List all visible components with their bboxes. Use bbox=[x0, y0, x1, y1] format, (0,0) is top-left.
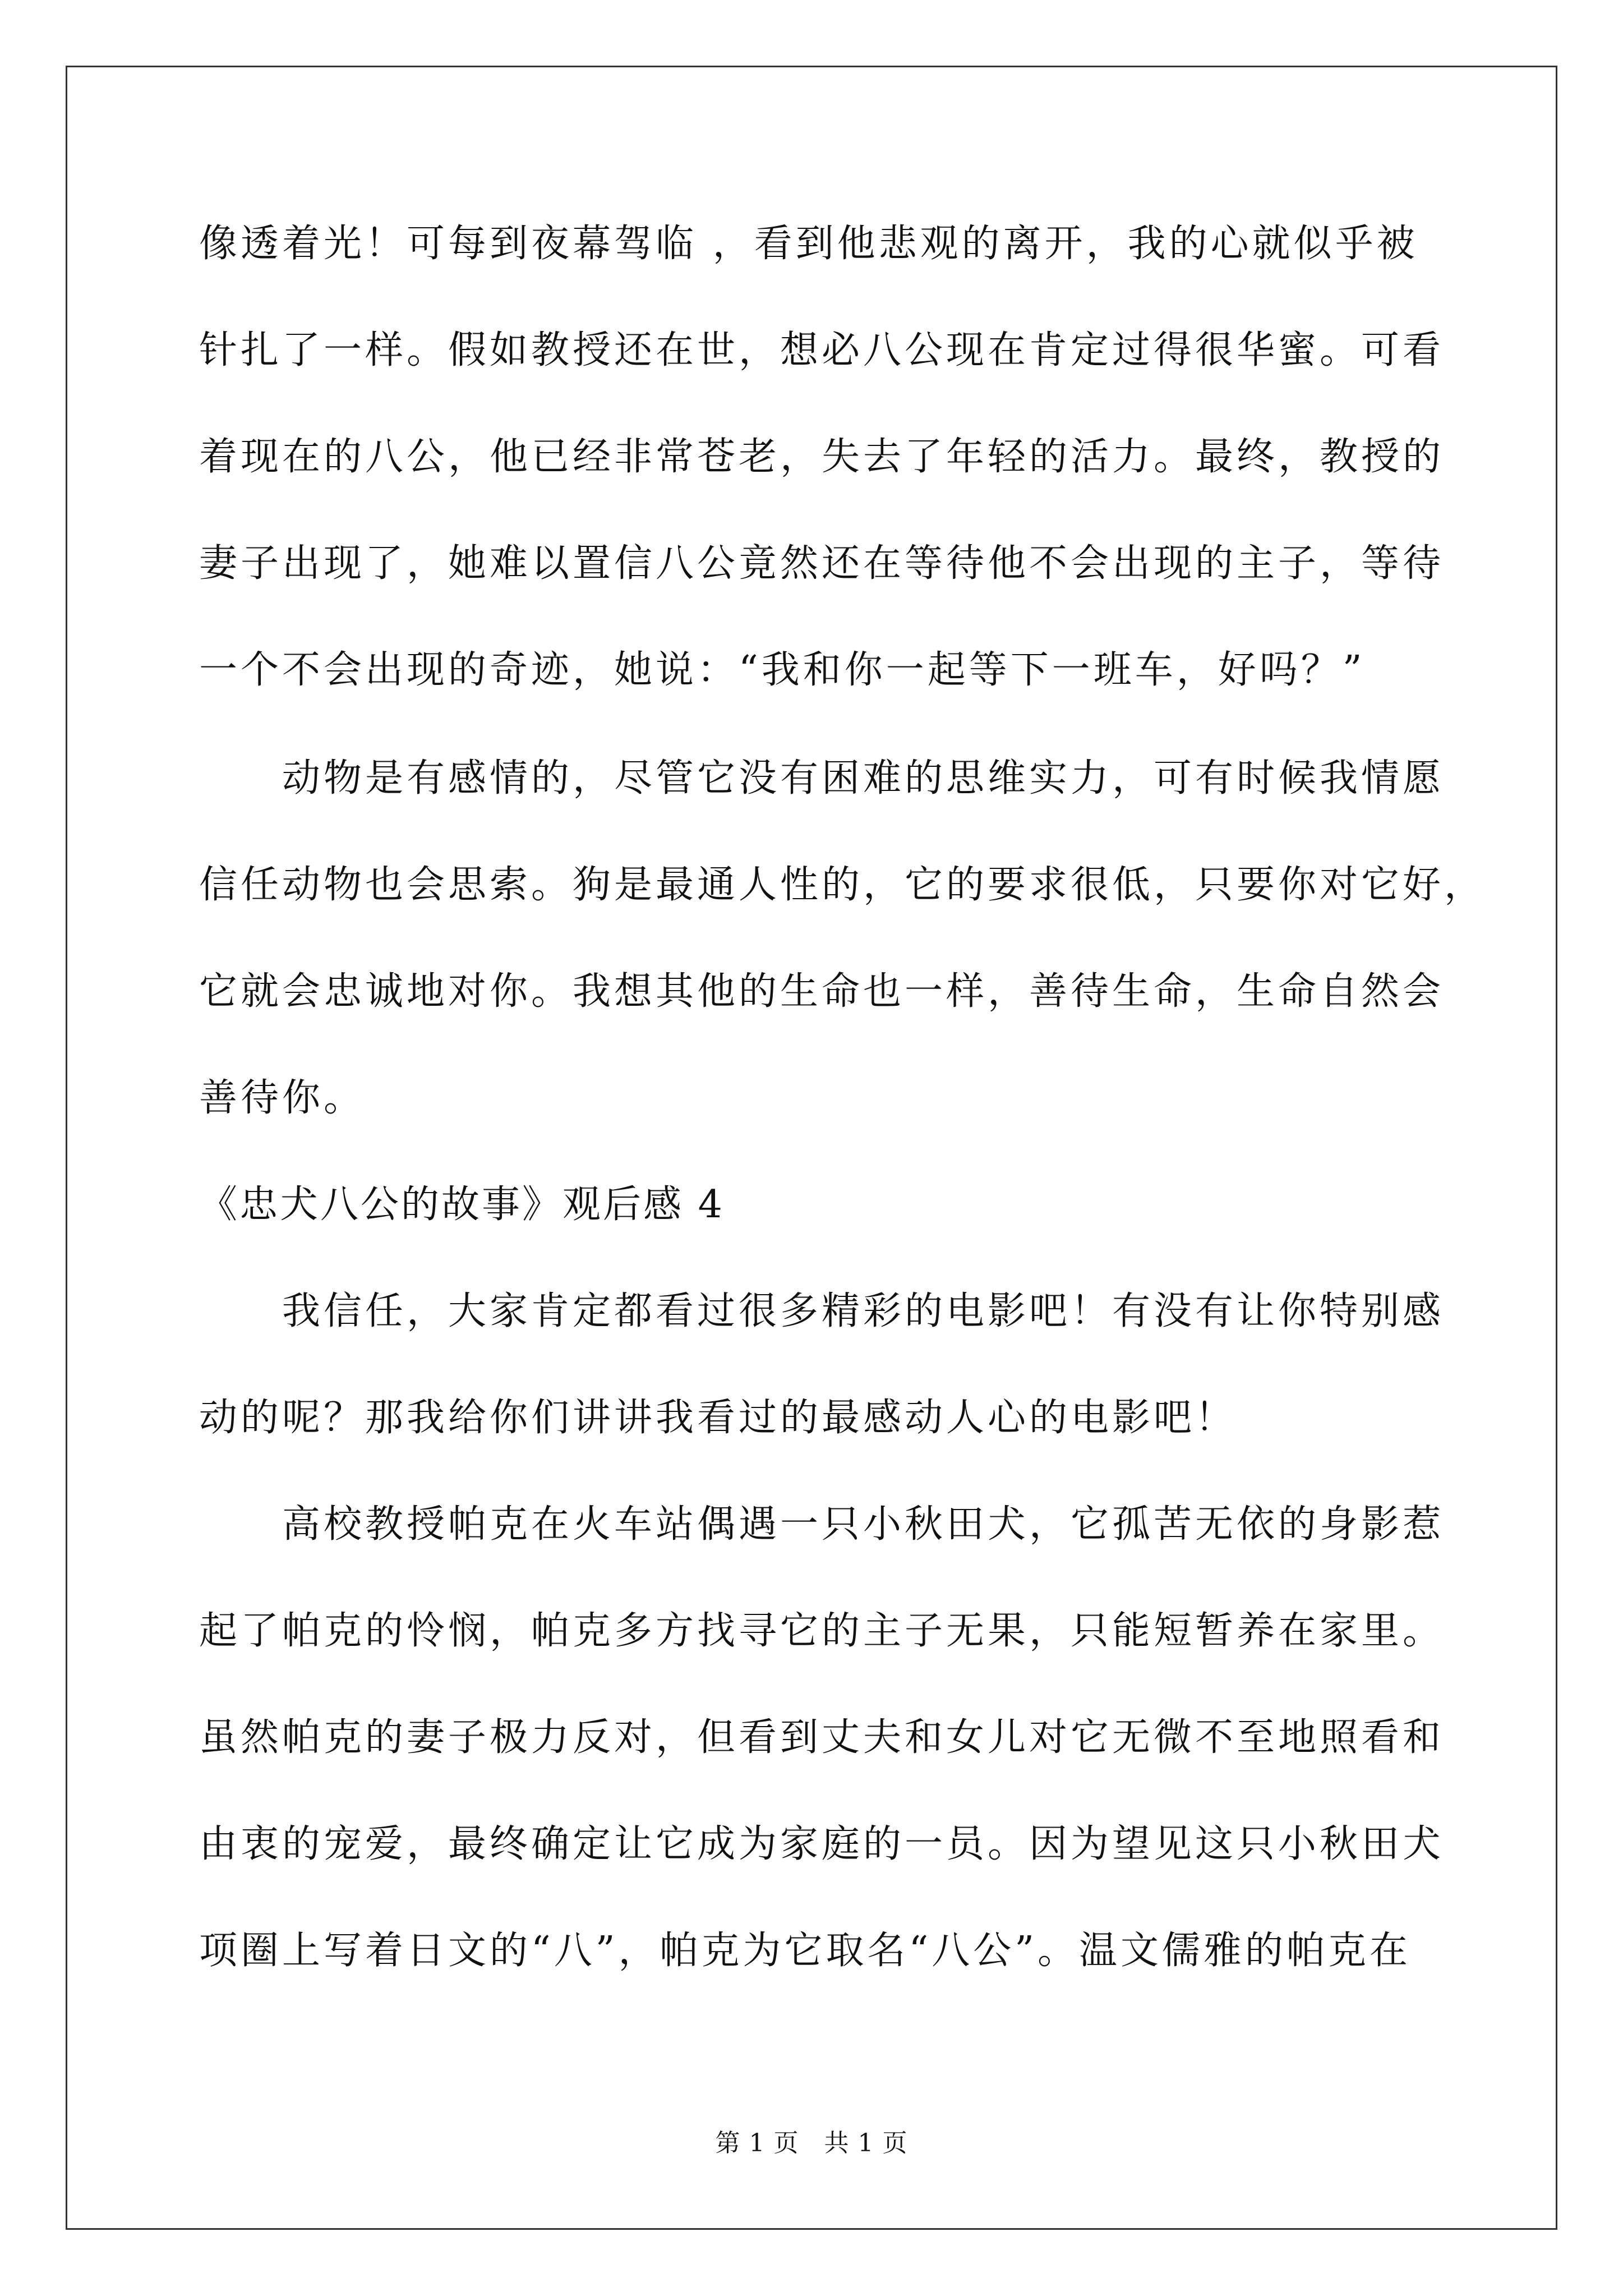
text-line: 我信任，大家肯定都看过很多精彩的电影吧！有没有让你特别感 bbox=[199, 1289, 1445, 1333]
text-line: 动物是有感情的，尽管它没有困难的思维实力，可有时候我情愿 bbox=[199, 756, 1445, 800]
text-line: 起了帕克的怜悯，帕克多方找寻它的主子无果，只能短暂养在家里。 bbox=[199, 1609, 1445, 1653]
text-line: 动的呢？那我给你们讲讲我看过的最感动人心的电影吧！ bbox=[199, 1396, 1237, 1440]
text-line: 像透着光！可每到夜幕驾临 ，看到他悲观的离开，我的心就似乎被 bbox=[199, 222, 1418, 266]
text-line: 一个不会出现的奇迹，她说：“我和你一起等下一班车，好吗？” bbox=[199, 648, 1366, 692]
text-line: 虽然帕克的妻子极力反对，但看到丈夫和女儿对它无微不至地照看和 bbox=[199, 1715, 1445, 1760]
text-line: 信任动物也会思索。狗是最通人性的，它的要求很低，只要你对它好， bbox=[199, 863, 1486, 907]
page-border bbox=[66, 66, 1557, 2230]
text-line: 妻子出现了，她难以置信八公竟然还在等待他不会出现的主子，等待 bbox=[199, 541, 1445, 586]
text-line: 着现在的八公，他已经非常苍老，失去了年轻的活力。最终，教授的 bbox=[199, 435, 1445, 479]
text-line: 高校教授帕克在火车站偶遇一只小秋田犬，它孤苦无依的身影惹 bbox=[199, 1502, 1445, 1547]
text-line: 针扎了一样。假如教授还在世，想必八公现在肯定过得很华蜜。可看 bbox=[199, 328, 1445, 372]
section-heading: 《忠犬八公的故事》观后感 4 bbox=[199, 1182, 725, 1227]
text-line: 善待你。 bbox=[199, 1076, 366, 1120]
text-line: 由衷的宠爱，最终确定让它成为家庭的一员。因为望见这只小秋田犬 bbox=[199, 1822, 1445, 1866]
text-line: 项圈上写着日文的“八”，帕克为它取名“八公”。温文儒雅的帕克在 bbox=[199, 1929, 1412, 1973]
text-line: 它就会忠诚地对你。我想其他的生命也一样，善待生命，生命自然会 bbox=[199, 969, 1445, 1014]
page-footer: 第 1 页 共 1 页 bbox=[715, 2129, 908, 2157]
